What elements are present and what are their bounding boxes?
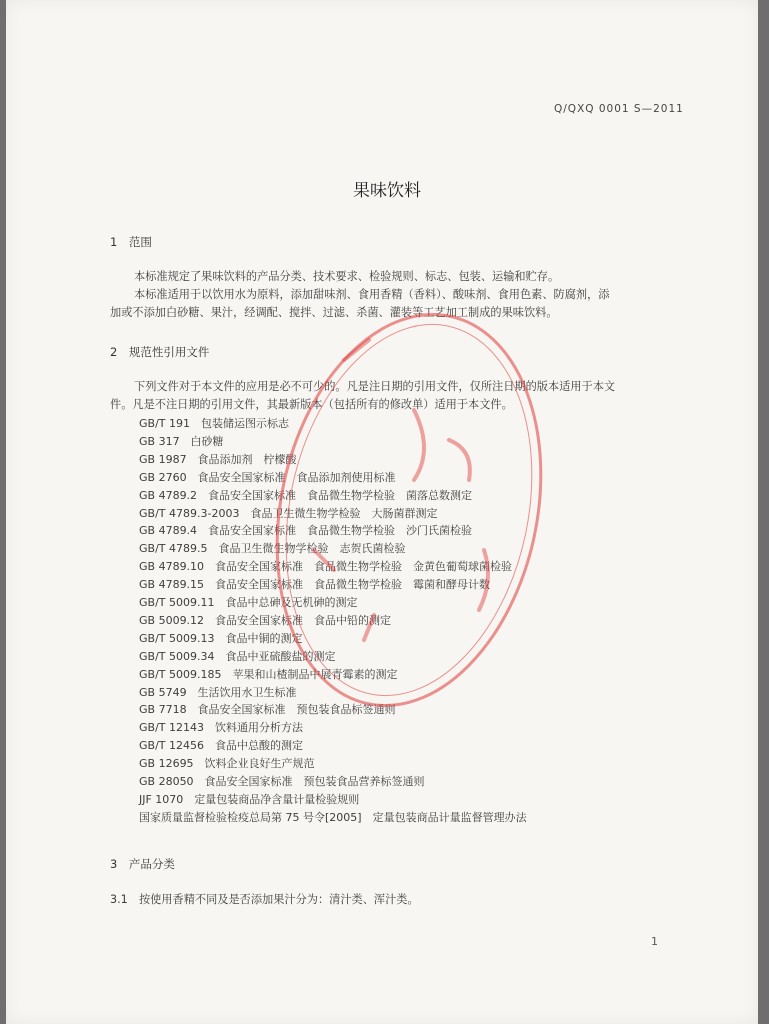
section-2-intro-line-2: 件。凡是不注日期的引用文件，其最新版本（包括所有的修改单）适用于本文件。 <box>110 398 513 411</box>
reference-item: GB 4789.4 食品安全国家标准 食品微生物学检验 沙门氏菌检验 <box>139 524 473 538</box>
reference-item: GB 1987 食品添加剂 柠檬酸 <box>139 452 297 466</box>
section-1-para-2-line-1: 本标准适用于以饮用水为原料，添加甜味剂、食用香精（香料）、酸味剂、食用色素、防腐剂，添 <box>134 288 610 301</box>
reference-item: GB 5009.12 食品安全国家标准 食品中铅的测定 <box>139 613 392 627</box>
reference-item: GB/T 12456 食品中总酸的测定 <box>139 739 303 753</box>
document-title: 果味饮料 <box>353 181 421 201</box>
reference-item: GB/T 191 包装储运图示标志 <box>139 417 289 430</box>
reference-item: GB 4789.10 食品安全国家标准 食品微生物学检验 金黄色葡萄球菌检验 <box>139 560 513 574</box>
reference-item: GB 4789.2 食品安全国家标准 食品微生物学检验 菌落总数测定 <box>139 488 473 502</box>
reference-item: GB/T 5009.185 苹果和山楂制品中展青霉素的测定 <box>139 667 398 681</box>
reference-item: GB/T 5009.11 食品中总砷及无机砷的测定 <box>139 596 358 609</box>
section-1-para-2-line-2: 加或不添加白砂糖、果汁，经调配、搅拌、过滤、杀菌、灌装等工艺加工制成的果味饮料。 <box>110 306 558 319</box>
reference-item: GB 317 白砂糖 <box>139 434 224 448</box>
document-code: Q/QXQ 0001 S—2011 <box>554 103 684 115</box>
reference-item: GB/T 5009.34 食品中亚硫酸盐的测定 <box>139 649 336 663</box>
reference-item: GB 12695 饮料企业良好生产规范 <box>139 757 315 771</box>
section-3-heading: 3 产品分类 <box>110 857 175 871</box>
reference-item: GB/T 5009.13 食品中铜的测定 <box>139 631 303 645</box>
reference-item: GB 2760 食品安全国家标准 食品添加剂使用标准 <box>139 470 396 484</box>
reference-item: GB/T 12143 饮料通用分析方法 <box>139 721 303 735</box>
section-2-heading: 2 规范性引用文件 <box>110 345 210 359</box>
reference-item: GB/T 4789.5 食品卫生微生物学检验 志贺氏菌检验 <box>139 542 406 556</box>
reference-item: JJF 1070 定量包装商品净含量计量检验规则 <box>139 792 360 806</box>
reference-item: GB/T 4789.3-2003 食品卫生微生物学检验 大肠菌群测定 <box>139 506 438 520</box>
reference-item: GB 5749 生活饮用水卫生标准 <box>139 685 297 699</box>
document-page <box>6 0 758 1024</box>
section-1-para-1: 本标准规定了果味饮料的产品分类、技术要求、检验规则、标志、包装、运输和贮存。 <box>134 270 560 283</box>
reference-item: GB 4789.15 食品安全国家标准 食品微生物学检验 霉菌和酵母计数 <box>139 578 491 592</box>
page-number: 1 <box>651 935 658 948</box>
reference-item: GB 28050 食品安全国家标准 预包装食品营养标签通则 <box>139 775 425 788</box>
section-3-item-1: 3.1 按使用香精不同及是否添加果汁分为：清汁类、浑汁类。 <box>110 893 419 906</box>
reference-item: GB 7718 食品安全国家标准 预包装食品标签通则 <box>139 703 396 717</box>
section-2-intro-line-1: 下列文件对于本文件的应用是必不可少的。凡是注日期的引用文件，仅所注日期的版本适用于本文 <box>134 380 616 393</box>
reference-item: 国家质量监督检验检疫总局第 75 号令[2005] 定量包装商品计量监督管理办法 <box>139 810 527 824</box>
section-1-heading: 1 范围 <box>110 235 152 249</box>
